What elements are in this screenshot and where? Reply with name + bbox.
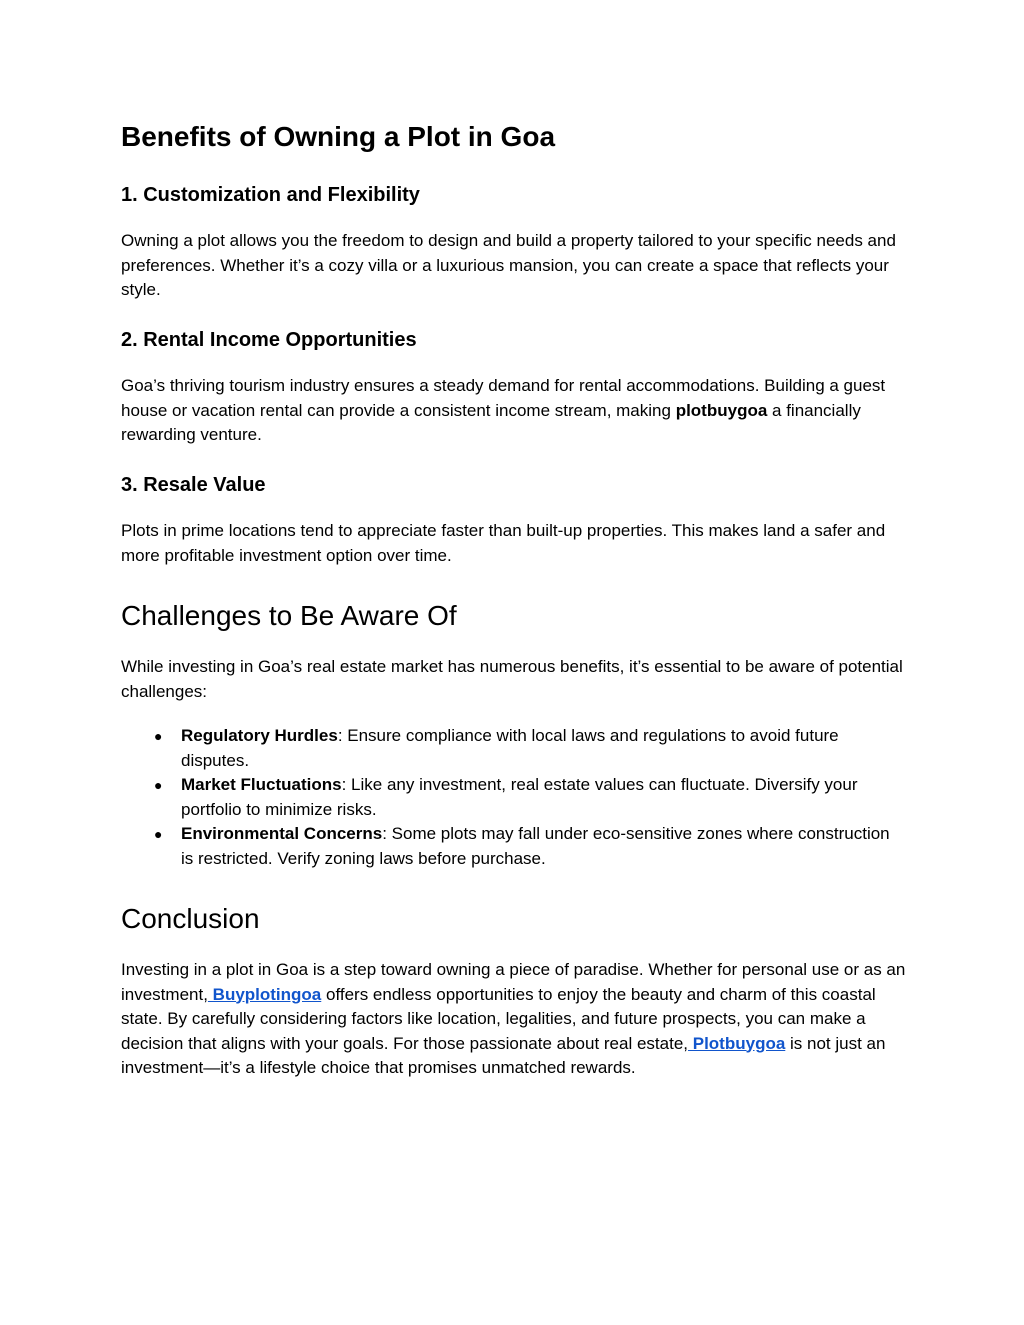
paragraph-conclusion xyxy=(121,958,906,1081)
subheading-customization: 1. Customization and Flexibility xyxy=(121,184,420,206)
paragraph-resale: Plots in prime locations tend to appreciate faster than built-up properties. This makes land a safer and more profitable investment option over time. xyxy=(121,521,886,565)
bullet-term: Environmental Concerns xyxy=(181,824,383,843)
rental-text-start: Goa’s thriving tourism industry ensures a steady demand for rental accommodations. Building a guest house or vacation rental can provide a consistent income stream, making xyxy=(121,376,886,420)
bullet-text: : Some plots may fall under eco-sensitive zones where construction is restricted. Verify zoning laws before purchase. xyxy=(181,824,890,868)
subheading-rental: 2. Rental Income Opportunities xyxy=(121,329,417,351)
conclusion-text-middle: offers endless opportunities to enjoy the beauty and charm of this coastal state. By carefully considering factors like location, legalities, and future prospects, you can make a decision that aligns with your goals. For those passionate about real estate, xyxy=(121,984,876,1053)
list-item xyxy=(121,822,906,871)
bullet-text: : Like any investment, real estate values can fluctuate. Diversify your portfolio to minimize risks. xyxy=(181,775,858,819)
challenges-list xyxy=(121,724,906,871)
heading-conclusion: Conclusion xyxy=(121,903,260,934)
bullet-term: Market Fluctuations xyxy=(181,775,342,794)
bullet-term: Regulatory Hurdles xyxy=(181,726,338,745)
bullet-icon: ● xyxy=(154,728,163,744)
list-item xyxy=(121,773,906,822)
plotbuygoa-link[interactable]: Plotbuygoa xyxy=(688,1033,786,1053)
bullet-icon: ● xyxy=(154,777,163,793)
heading-challenges: Challenges to Be Aware Of xyxy=(121,600,457,631)
conclusion-text-end: is not just an investment—it’s a lifestyle choice that promises unmatched rewards. xyxy=(121,1033,886,1077)
bullet-icon: ● xyxy=(154,826,163,842)
rental-bold-term: plotbuygoa xyxy=(675,400,768,420)
rental-text-end: a financially rewarding venture. xyxy=(121,400,861,444)
paragraph-customization: Owning a plot allows you the freedom to design and build a property tailored to your specific needs and preferences. Whether it’s a cozy villa or a luxurious mansion, you can create a space that reflects your style. xyxy=(121,231,896,299)
buyplotingoa-link[interactable]: Buyplotingoa xyxy=(207,984,322,1004)
bullet-text: : Ensure compliance with local laws and regulations to avoid future disputes. xyxy=(181,726,839,770)
subheading-resale: 3. Resale Value xyxy=(121,474,266,496)
paragraph-rental xyxy=(121,374,906,448)
conclusion-text-start: Investing in a plot in Goa is a step toward owning a piece of paradise. Whether for personal use or as an investment, xyxy=(121,960,906,1004)
heading-benefits: Benefits of Owning a Plot in Goa xyxy=(121,121,556,152)
paragraph-challenges-intro: While investing in Goa’s real estate market has numerous benefits, it’s essential to be aware of potential challenges: xyxy=(121,657,903,701)
list-item xyxy=(121,724,906,773)
